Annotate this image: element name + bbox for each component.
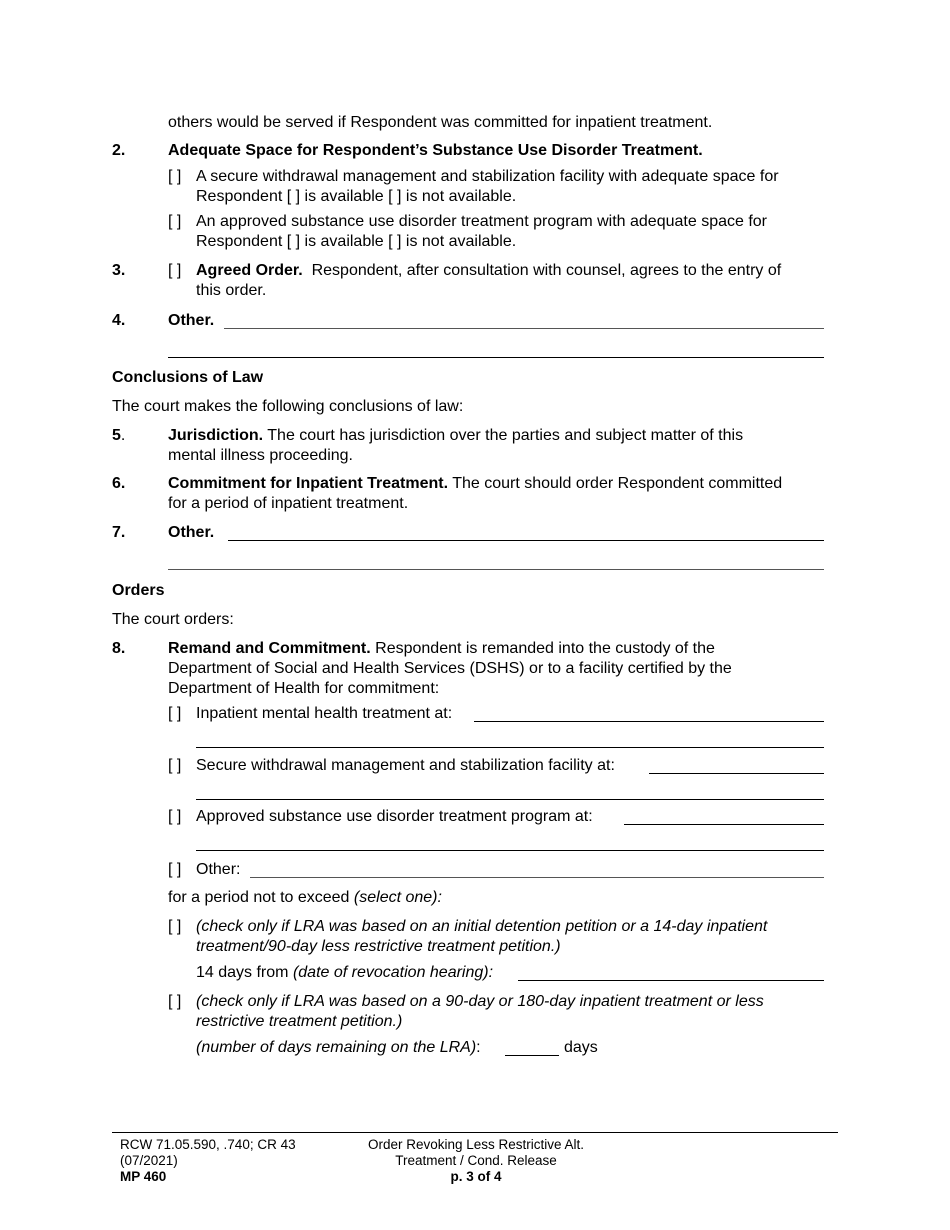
footer-title-2: Treatment / Cond. Release bbox=[395, 1153, 557, 1168]
secure-withdrawal-line-2[interactable] bbox=[196, 799, 824, 800]
conclusion-6-line-1 bbox=[168, 474, 782, 494]
order-8-number: 8. bbox=[112, 640, 126, 657]
checkbox-approved-program[interactable]: [ ] bbox=[168, 213, 182, 230]
conclusion-6-number: 6. bbox=[112, 475, 126, 492]
agreed-order-title: Agreed Order. bbox=[196, 262, 303, 279]
conclusion-5-dot: . bbox=[120, 427, 126, 444]
conclusions-intro: The court makes the following conclusions of law: bbox=[112, 398, 464, 415]
agreed-order-text-2: this order. bbox=[196, 282, 267, 299]
period-text: for a period not to exceed bbox=[168, 889, 350, 906]
orders-heading: Orders bbox=[112, 582, 165, 599]
secure-withdrawal-label: Secure withdrawal management and stabilization facility at: bbox=[196, 757, 615, 774]
secure-withdrawal-line-1[interactable] bbox=[649, 773, 824, 774]
option-14-day-text-1: (check only if LRA was based on an initial detention petition or a 14-day inpatient bbox=[196, 918, 768, 935]
order-8-line-1 bbox=[168, 639, 715, 659]
inpatient-line-2[interactable] bbox=[196, 747, 824, 748]
checkbox-inpatient[interactable]: [ ] bbox=[168, 705, 182, 722]
conclusion-5-line-1 bbox=[168, 426, 743, 446]
days-remaining-label: (number of days remaining on the LRA) bbox=[196, 1039, 477, 1056]
days-remaining-line bbox=[196, 1038, 481, 1058]
days-unit: days bbox=[564, 1039, 598, 1056]
checkbox-14-day[interactable]: [ ] bbox=[168, 918, 182, 935]
agreed-order-text-1: Respondent, after consultation with counsel, agrees to the entry of bbox=[311, 262, 782, 279]
checkbox-90-day[interactable]: [ ] bbox=[168, 993, 182, 1010]
order-8-text-2: Department of Social and Health Services (DSHS) or to a facility certified by the bbox=[168, 660, 732, 677]
finding-3-number: 3. bbox=[112, 262, 126, 279]
conclusion-5-number bbox=[112, 426, 125, 446]
conclusion-5-title: Jurisdiction. bbox=[168, 427, 264, 444]
conclusion-7-label: Other. bbox=[168, 524, 215, 541]
revocation-hearing-date-line[interactable] bbox=[518, 980, 824, 981]
conclusion-5-text-1: The court has jurisdiction over the parties and subject matter of this bbox=[267, 427, 744, 444]
agreed-order-line-1 bbox=[196, 261, 781, 281]
approved-program-text-2: Respondent [ ] is available [ ] is not available. bbox=[196, 233, 517, 250]
finding-4-number: 4. bbox=[112, 312, 126, 329]
revocation-hearing-date-label: (date of revocation hearing): bbox=[292, 964, 494, 981]
conclusion-5-num: 5 bbox=[112, 427, 121, 444]
finding-4-other-line-1[interactable] bbox=[224, 328, 824, 329]
fourteen-days-text: 14 days from bbox=[196, 964, 289, 981]
footer-page: p. 3 of 4 bbox=[450, 1169, 502, 1184]
checkbox-secure-facility[interactable]: [ ] bbox=[168, 168, 182, 185]
finding-4-label: Other. bbox=[168, 312, 215, 329]
fourteen-days-line bbox=[196, 963, 493, 983]
finding-2-number: 2. bbox=[112, 142, 126, 159]
finding-2-title: Adequate Space for Respondent’s Substance Use Disorder Treatment. bbox=[168, 142, 703, 159]
conclusion-6-title: Commitment for Inpatient Treatment. bbox=[168, 475, 449, 492]
checkbox-agreed-order[interactable]: [ ] bbox=[168, 262, 182, 279]
order-other-label: Other: bbox=[196, 861, 241, 878]
footer-divider bbox=[112, 1132, 838, 1133]
order-8-text-3: Department of Health for commitment: bbox=[168, 680, 440, 697]
continued-paragraph: others would be served if Respondent was committed for inpatient treatment. bbox=[168, 114, 713, 131]
checkbox-secure-withdrawal[interactable]: [ ] bbox=[168, 757, 182, 774]
secure-facility-text-1: A secure withdrawal management and stabilization facility with adequate space for bbox=[196, 168, 779, 185]
approved-sud-line-2[interactable] bbox=[196, 850, 824, 851]
approved-sud-label: Approved substance use disorder treatment program at: bbox=[196, 808, 593, 825]
orders-intro: The court orders: bbox=[112, 611, 234, 628]
order-other-line[interactable] bbox=[250, 877, 824, 878]
conclusion-7-other-line-2[interactable] bbox=[168, 569, 824, 570]
inpatient-label: Inpatient mental health treatment at: bbox=[196, 705, 453, 722]
footer-rcw: RCW 71.05.590, .740; CR 43 bbox=[120, 1137, 296, 1152]
conclusion-6-text-2: for a period of inpatient treatment. bbox=[168, 495, 409, 512]
conclusion-6-text-1: The court should order Respondent committed bbox=[452, 475, 783, 492]
days-remaining-blank[interactable] bbox=[505, 1055, 559, 1056]
order-8-title: Remand and Commitment. bbox=[168, 640, 371, 657]
secure-facility-text-2: Respondent [ ] is available [ ] is not available. bbox=[196, 188, 517, 205]
conclusions-heading: Conclusions of Law bbox=[112, 369, 264, 386]
inpatient-line-1[interactable] bbox=[474, 721, 824, 722]
conclusion-5-text-2: mental illness proceeding. bbox=[168, 447, 353, 464]
checkbox-order-other[interactable]: [ ] bbox=[168, 861, 182, 878]
footer-form-number: MP 460 bbox=[120, 1169, 167, 1184]
period-line bbox=[168, 888, 442, 908]
period-select-one: (select one): bbox=[353, 889, 442, 906]
order-8-text-1: Respondent is remanded into the custody of the bbox=[375, 640, 715, 657]
finding-4-other-line-2[interactable] bbox=[168, 357, 824, 358]
footer-date: (07/2021) bbox=[120, 1153, 178, 1168]
option-90-day-text-2: restrictive treatment petition.) bbox=[196, 1013, 403, 1030]
option-14-day-text-2: treatment/90-day less restrictive treatment petition.) bbox=[196, 938, 561, 955]
checkbox-approved-sud[interactable]: [ ] bbox=[168, 808, 182, 825]
conclusion-7-other-line-1[interactable] bbox=[228, 540, 824, 541]
conclusion-7-number: 7. bbox=[112, 524, 126, 541]
approved-program-text-1: An approved substance use disorder treatment program with adequate space for bbox=[196, 213, 767, 230]
footer-title-1: Order Revoking Less Restrictive Alt. bbox=[367, 1137, 585, 1152]
approved-sud-line-1[interactable] bbox=[624, 824, 824, 825]
days-remaining-colon: : bbox=[476, 1039, 481, 1056]
option-90-day-text-1: (check only if LRA was based on a 90-day or 180-day inpatient treatment or less bbox=[196, 993, 764, 1010]
